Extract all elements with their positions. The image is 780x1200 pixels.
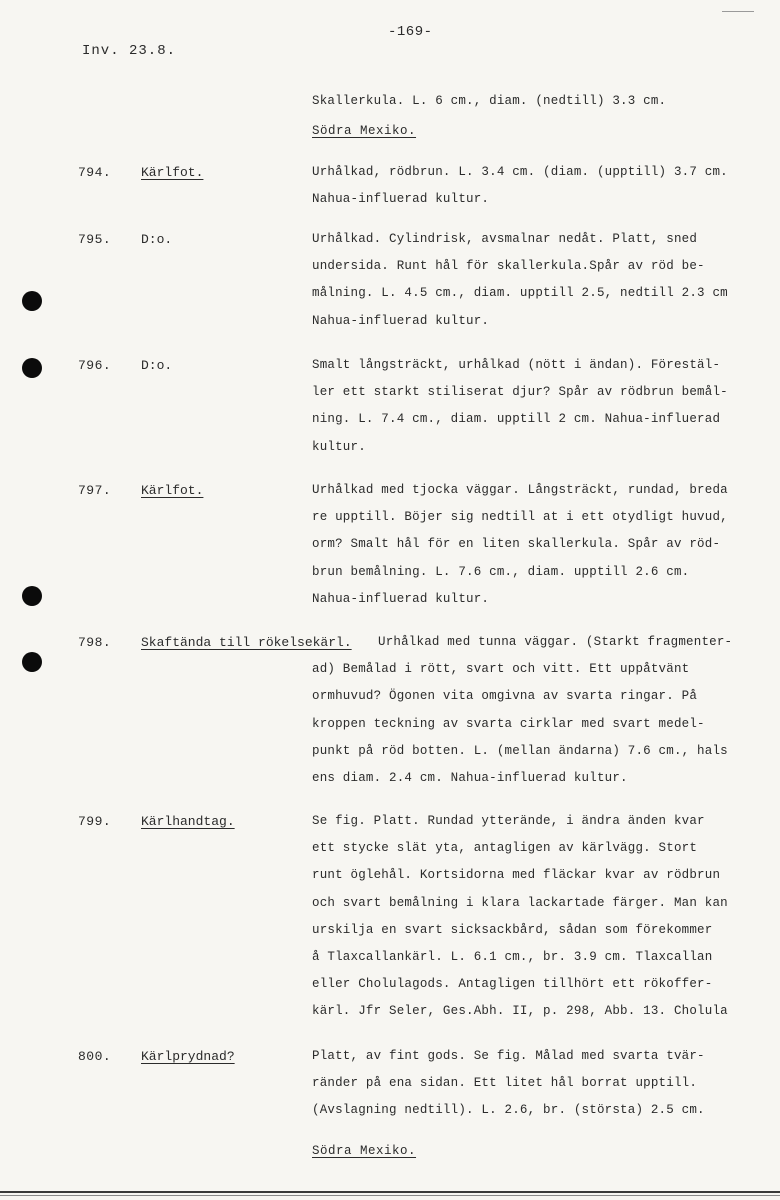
description-line: punkt på röd botten. L. (mellan ändarna) 7.6 cm., hals (312, 743, 728, 758)
description-line: orm? Smalt hål för en liten skallerkula. Spår av röd- (312, 537, 721, 552)
punch-hole-icon (22, 652, 42, 672)
description-line: Urhålkad med tunna väggar. (Starkt fragmenter- (378, 635, 733, 649)
continuation-origin: Södra Mexiko. (312, 124, 417, 138)
inventory-reference: Inv. 23.8. (82, 43, 177, 59)
page-number: -169- (388, 24, 433, 40)
description-line: Nahua-influerad kultur. (312, 192, 490, 207)
entry-description (312, 1043, 760, 1125)
entry-name: D:o. (141, 232, 173, 247)
description-line: eller Cholulagods. Antagligen tillhört ett rökoffer- (312, 977, 713, 992)
description-line: (Avslagning nedtill). L. 2.6, br. (största) 2.5 cm. (312, 1103, 705, 1118)
entry-number: 799. (78, 814, 112, 829)
entry-description (312, 656, 760, 792)
entry-number: 800. (78, 1049, 112, 1064)
entry-number: 798. (78, 635, 112, 650)
entry-number: 796. (78, 358, 112, 373)
entry-number: 794. (78, 165, 112, 180)
description-line: Urhålkad med tjocka väggar. Långsträckt, rundad, breda (312, 483, 728, 497)
description-line: ormhuvud? Ögonen vita omgivna av svarta ringar. På (312, 689, 698, 704)
description-line: Nahua-influerad kultur. (312, 591, 490, 606)
description-line: och svart bemålning i klara lackartade färger. Man kan (312, 895, 728, 910)
description-line: ad) Bemålad i rött, svart och vitt. Ett uppåtvänt (312, 662, 690, 677)
entry-description (312, 226, 760, 335)
entry-description (312, 352, 760, 461)
entry-number: 797. (78, 483, 112, 498)
entry-name: D:o. (141, 358, 173, 373)
entry-description (312, 808, 760, 1026)
description-line: kärl. Jfr Seler, Ges.Abh. II, p. 298, Abb. 13. Cholula (312, 1004, 728, 1019)
description-line: re upptill. Böjer sig nedtill at i ett otydligt huvud, (312, 510, 728, 525)
description-line: ett stycke slät yta, antagligen av kärlvägg. Stort (312, 841, 698, 856)
bottom-border-line (0, 1195, 780, 1196)
entry-name: Kärlprydnad? (141, 1049, 235, 1064)
description-line: ränder på ena sidan. Ett litet hål borrat upptill. (312, 1076, 698, 1091)
description-line: Urhålkad, rödbrun. L. 3.4 cm. (diam. (upptill) 3.7 cm. (312, 165, 728, 179)
bottom-border-line (0, 1191, 780, 1193)
entry-name: Kärlfot. (141, 165, 204, 180)
punch-hole-icon (22, 291, 42, 311)
description-line: å Tlaxcallankärl. L. 6.1 cm., br. 3.9 cm. Tlaxcallan (312, 950, 713, 965)
entry-description (312, 477, 760, 613)
description-line: Urhålkad. Cylindrisk, avsmalnar nedåt. Platt, sned (312, 232, 698, 246)
description-line: runt öglehål. Kortsidorna med fläckar kvar av rödbrun (312, 868, 721, 883)
description-line: ens diam. 2.4 cm. Nahua-influerad kultur. (312, 771, 628, 785)
description-line: Se fig. Platt. Rundad ytterände, i ändra änden kvar (312, 814, 705, 828)
entry-name: Skaftända till rökelsekärl. (141, 635, 352, 650)
punch-hole-icon (22, 358, 42, 378)
entry-name: Kärlfot. (141, 483, 204, 498)
description-line: urskilja en svart sicksackbård, sådan som förekommer (312, 922, 713, 937)
description-line: Smalt långsträckt, urhålkad (nött i ändan). Förestäl- (312, 358, 721, 372)
corner-mark (722, 11, 754, 12)
description-line: brun bemålning. L. 7.6 cm., diam. upptill 2.6 cm. (312, 564, 690, 579)
entry-description (312, 159, 760, 213)
description-line: kultur. (312, 439, 366, 454)
entry-name: Kärlhandtag. (141, 814, 235, 829)
description-line: undersida. Runt hål för skallerkula.Spår av röd be- (312, 259, 705, 274)
continuation-line: Skallerkula. L. 6 cm., diam. (nedtill) 3.3 cm. (312, 94, 667, 108)
entry-800-origin: Södra Mexiko. (312, 1144, 417, 1158)
description-line: ning. L. 7.4 cm., diam. upptill 2 cm. Nahua-influerad (312, 412, 721, 427)
entry-description-first-line (378, 629, 762, 656)
entry-number: 795. (78, 232, 112, 247)
punch-hole-icon (22, 586, 42, 606)
description-line: Platt, av fint gods. Se fig. Målad med svarta tvär- (312, 1049, 705, 1063)
description-line: ler ett starkt stiliserat djur? Spår av rödbrun bemål- (312, 385, 728, 400)
description-line: målning. L. 4.5 cm., diam. upptill 2.5, nedtill 2.3 cm (312, 286, 728, 301)
description-line: kroppen teckning av svarta cirklar med svart medel- (312, 716, 705, 731)
description-line: Nahua-influerad kultur. (312, 313, 490, 328)
